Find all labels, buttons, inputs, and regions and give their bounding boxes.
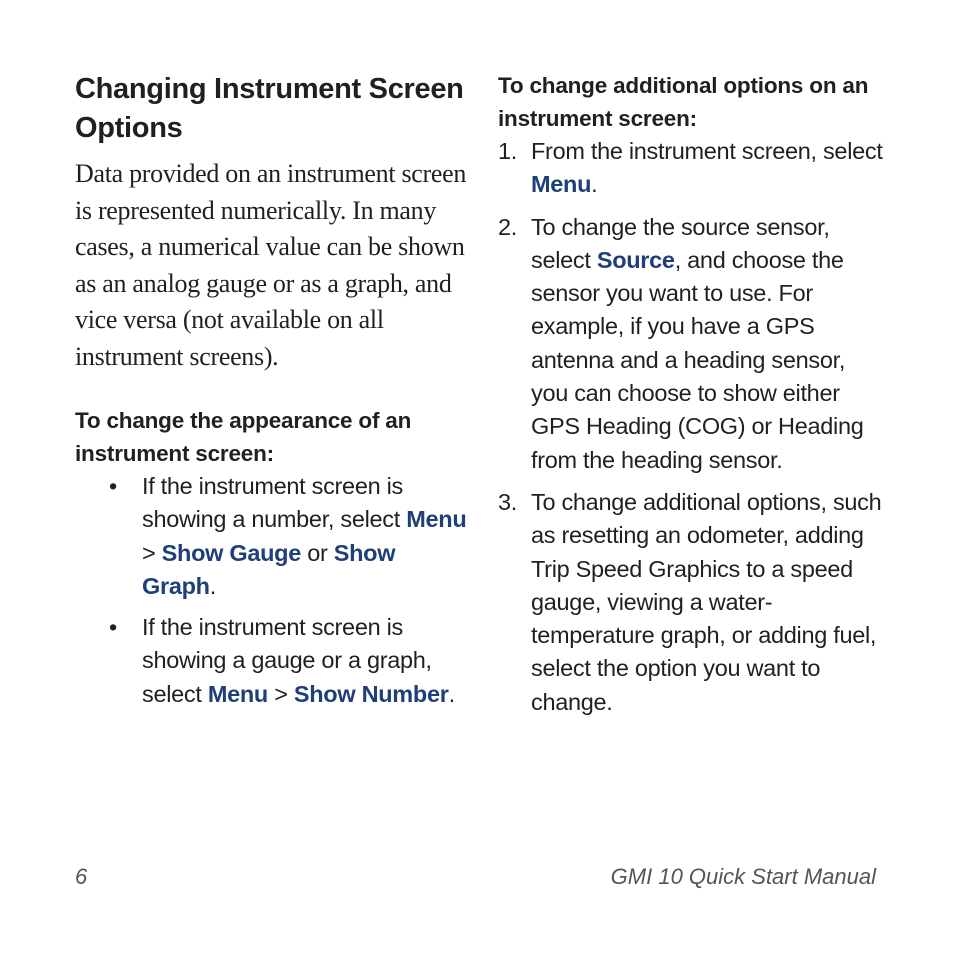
bullet-marker: • (109, 473, 117, 499)
list-item: 2. To change the source sensor, select Source, and choose the sensor you want to use. For example, if you have a GPS antenna and a heading sensor, you can choose to show either GPS Heading (COG) or Heading from the heading sensor. (498, 211, 888, 477)
step-number: 1. (498, 138, 517, 164)
left-column (75, 70, 470, 719)
menu-keyword: Menu (406, 506, 467, 533)
list-item: • If the instrument screen is showing a number, select Menu > Show Gauge or Show Graph. (75, 470, 470, 603)
menu-keyword: Menu (207, 680, 268, 707)
bullet-marker: • (109, 614, 117, 641)
source-keyword: Source (596, 246, 675, 273)
step-number: 2. (498, 213, 517, 240)
list-item: • If the instrument screen is showing a gauge or a graph, select Menu > Show Number. (75, 611, 470, 711)
show-graph-keyword: Show Graph (142, 539, 396, 599)
step-number: 3. (498, 488, 517, 515)
show-gauge-keyword: Show Gauge (161, 539, 301, 566)
show-number-keyword: Show Number (293, 680, 449, 707)
intro-paragraph: Data provided on an instrument screen is represented numerically. In many cases, a numerical value can be shown as an analog gauge or as a graph, and vice versa (not available on all instrument screens). (75, 159, 467, 371)
additional-options-steps (498, 135, 888, 719)
list-item: 3. To change additional options, such as resetting an odometer, adding Trip Speed Graphics to a speed gauge, viewing a water-temperature graph, or adding fuel, select the option you want to change. (498, 486, 888, 719)
right-column (498, 70, 888, 728)
section-heading: Changing Instrument Screen Options (75, 73, 464, 144)
page-number: 6 (75, 864, 88, 889)
appearance-steps (75, 470, 470, 711)
menu-keyword: Menu (531, 171, 592, 198)
manual-title: GMI 10 Quick Start Manual (610, 864, 876, 889)
appearance-subheading: To change the appearance of an instrument screen: (75, 408, 412, 466)
additional-options-subheading: To change additional options on an instrument screen: (498, 73, 869, 131)
list-item: 1. From the instrument screen, select Menu. (498, 135, 888, 202)
